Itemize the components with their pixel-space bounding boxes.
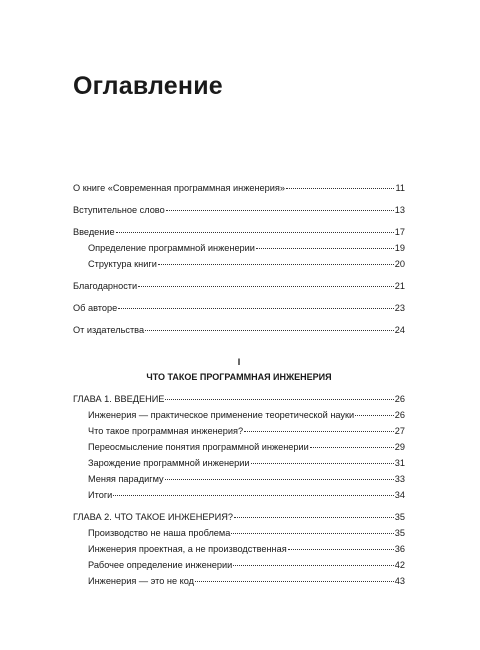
dot-leader <box>195 581 394 582</box>
toc-page-number: 35 <box>394 512 405 522</box>
toc-entry-structure[interactable] <box>73 259 405 270</box>
toc-page-number: 24 <box>394 325 405 335</box>
toc-entry-label: Введение <box>73 227 115 237</box>
dot-leader <box>116 232 394 233</box>
toc-page-number: 11 <box>395 183 405 193</box>
dot-leader <box>233 565 393 566</box>
part-title: ЧТО ТАКОЕ ПРОГРАММНАЯ ИНЖЕНЕРИЯ <box>146 372 332 382</box>
toc-entry-label: О книге «Современная программная инженерия» <box>73 183 285 193</box>
dot-leader <box>118 308 394 309</box>
toc-page-number: 42 <box>394 560 405 570</box>
toc-entry-label: Вступительное слово <box>73 205 165 215</box>
toc-page-number: 17 <box>394 227 405 237</box>
toc-section[interactable] <box>73 410 405 421</box>
dot-leader <box>145 330 394 331</box>
toc-section[interactable] <box>73 442 405 453</box>
dot-leader <box>244 431 394 432</box>
dot-leader <box>165 479 394 480</box>
toc-entry-foreword[interactable] <box>73 205 405 216</box>
dot-leader <box>113 495 393 496</box>
toc-entry-label: Структура книги <box>88 259 157 269</box>
toc-entry-about-book[interactable] <box>73 183 405 194</box>
toc-entry-label: Переосмысление понятия программной инженерии <box>88 442 309 452</box>
toc-page-number: 43 <box>394 576 405 586</box>
toc-page-number: 33 <box>394 474 405 484</box>
toc-entry-label: Рабочее определение инженерии <box>88 560 233 570</box>
toc-chapter-1[interactable] <box>73 394 405 405</box>
toc-entry-definition[interactable] <box>73 243 405 254</box>
toc-entry-label: Меняя парадигму <box>88 474 164 484</box>
toc-entry-label: Благодарности <box>73 281 138 291</box>
toc-page-number: 31 <box>394 458 405 468</box>
toc-entry-label: ГЛАВА 2. ЧТО ТАКОЕ ИНЖЕНЕРИЯ? <box>73 512 233 522</box>
toc-section[interactable] <box>73 560 405 571</box>
dot-leader <box>138 286 394 287</box>
toc-page-number: 21 <box>394 281 405 291</box>
toc-entry-label: Инженерия — это не код <box>88 576 195 586</box>
dot-leader <box>310 447 394 448</box>
toc-page-number: 13 <box>394 205 405 215</box>
toc-page-number: 27 <box>394 426 405 436</box>
toc-entry-introduction[interactable] <box>73 227 405 238</box>
dot-leader <box>166 210 394 211</box>
page-title: Оглавление <box>73 72 223 100</box>
toc-page-number: 36 <box>394 544 405 554</box>
toc-page-number: 35 <box>394 528 405 538</box>
dot-leader <box>158 264 394 265</box>
dot-leader <box>256 248 394 249</box>
toc-entry-label: Зарождение программной инженерии <box>88 458 250 468</box>
toc-page-number: 20 <box>394 259 405 269</box>
dot-leader <box>251 463 394 464</box>
toc-entry-from-publisher[interactable] <box>73 325 405 336</box>
dot-leader <box>165 399 393 400</box>
toc-page-number: 26 <box>394 394 405 404</box>
toc-entry-label: От издательства <box>73 325 145 335</box>
toc-entry-label: Инженерия — практическое применение теоретической науки <box>88 410 355 420</box>
toc-chapter-2[interactable] <box>73 512 405 523</box>
part-number: I <box>237 357 241 367</box>
toc-section[interactable] <box>73 528 405 539</box>
toc-section[interactable] <box>73 458 405 469</box>
dot-leader <box>288 549 394 550</box>
toc-section[interactable] <box>73 576 405 587</box>
toc-entry-label: Инженерия проектная, а не производственная <box>88 544 287 554</box>
toc-page-number: 26 <box>394 410 405 420</box>
toc-entry-acknowledgements[interactable] <box>73 281 405 292</box>
toc-page-number: 19 <box>394 243 405 253</box>
toc-entry-label: Об авторе <box>73 303 118 313</box>
toc-entry-label: Определение программной инженерии <box>88 243 255 253</box>
toc-section[interactable] <box>73 474 405 485</box>
dot-leader <box>231 533 393 534</box>
toc-entry-label: Итоги <box>88 490 113 500</box>
toc-entry-label: ГЛАВА 1. ВВЕДЕНИЕ <box>73 394 165 404</box>
toc-section[interactable] <box>73 426 405 437</box>
table-of-contents <box>73 183 405 587</box>
toc-section[interactable] <box>73 490 405 501</box>
dot-leader <box>355 415 394 416</box>
dot-leader <box>286 188 394 189</box>
dot-leader <box>234 517 394 518</box>
toc-entry-label: Производство не наша проблема <box>88 528 231 538</box>
toc-entry-about-author[interactable] <box>73 303 405 314</box>
toc-page-number: 29 <box>394 442 405 452</box>
toc-page-number: 23 <box>394 303 405 313</box>
toc-entry-label: Что такое программная инженерия? <box>88 426 244 436</box>
toc-section[interactable] <box>73 544 405 555</box>
toc-page-number: 34 <box>394 490 405 500</box>
